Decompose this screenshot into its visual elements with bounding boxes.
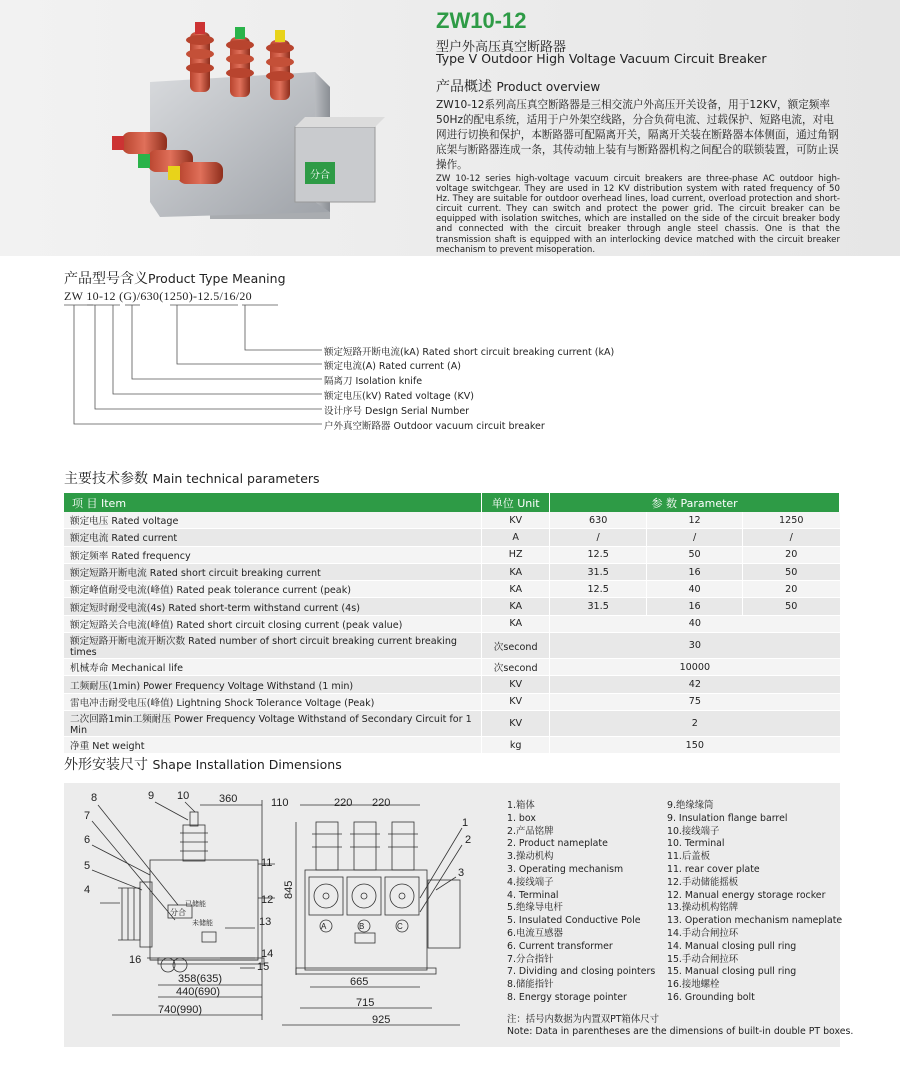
legend-item: 10.接线端子: [667, 825, 720, 837]
legend-item: 1. box: [507, 812, 536, 824]
legend-item: 10. Terminal: [667, 838, 725, 850]
callout-1: 1: [462, 817, 469, 829]
params-cell: 机械寿命 Mechanical life: [64, 659, 482, 676]
params-cell: 630: [550, 512, 647, 529]
legend-item: 16.接地螺栓: [667, 979, 720, 991]
params-cell: 2: [550, 710, 840, 736]
type-meaning-title-cn: 产品型号含义: [64, 271, 148, 287]
callout-14: 14: [261, 948, 274, 960]
dim-845: 845: [283, 880, 295, 899]
dim-360: 360: [219, 793, 238, 805]
label-unstored: 未储能: [192, 920, 213, 927]
subtitle-cn: 型户外高压真空断路器: [436, 40, 567, 55]
params-cell: 雷电冲击耐受电压(峰值) Lightning Shock Tolerance Voltage (Peak): [64, 693, 482, 710]
callout-10: 10: [177, 790, 190, 802]
dimensions-title-en: Shape Installation Dimensions: [152, 757, 342, 772]
dim-740: 740(990): [158, 1004, 203, 1016]
type-code: ZW 10-12 (G)/630(1250)-12.5/16/20: [64, 289, 252, 303]
params-cell: KV: [482, 693, 550, 710]
legend-item: 13.操动机构铭牌: [667, 902, 739, 914]
params-cell: 12: [647, 512, 743, 529]
params-cell: HZ: [482, 546, 550, 563]
callout-2: 2: [465, 834, 472, 846]
header-parameter: 参 数 Parameter: [550, 493, 840, 512]
params-cell: 额定峰值耐受电流(峰值) Rated peak tolerance current (peak): [64, 581, 482, 598]
phase-c-label: C: [397, 922, 403, 931]
params-cell: kg: [482, 736, 550, 753]
params-title-en: Main technical parameters: [152, 471, 320, 486]
params-cell: 额定频率 Rated frequency: [64, 546, 482, 563]
callout-3: 3: [458, 867, 465, 879]
dimensions-note: [507, 1014, 853, 1038]
legend-item: 7. Dividing and closing pointers: [507, 966, 656, 978]
params-cell: 次second: [482, 659, 550, 676]
params-cell: 16: [647, 598, 743, 615]
callout-12: 12: [261, 894, 274, 906]
params-cell: 42: [550, 676, 840, 693]
legend-item: 12.手动储能摇板: [667, 876, 739, 888]
meaning-item: 额定电流(A) Rated current (A): [324, 361, 461, 372]
meaning-item: 隔离刀 Isolation knife: [324, 376, 423, 387]
params-cell: 12.5: [550, 546, 647, 563]
dim-220-b: 220: [372, 797, 391, 809]
callout-6: 6: [84, 834, 91, 846]
params-cell: KV: [482, 676, 550, 693]
callout-16: 16: [129, 954, 142, 966]
params-cell: 31.5: [550, 598, 647, 615]
params-cell: 40: [550, 615, 840, 632]
callout-13: 13: [259, 916, 272, 928]
legend-item: 15. Manual closing pull ring: [667, 966, 797, 978]
legend-item: 7.分合指针: [507, 953, 554, 965]
legend-item: 3. Operating mechanism: [507, 863, 624, 875]
params-cell: 20: [743, 546, 840, 563]
meaning-item: 户外真空断路器 Outdoor vacuum circuit breaker: [324, 421, 545, 432]
phase-a-label: A: [321, 922, 327, 931]
page-title: ZW10-12: [436, 8, 527, 33]
params-cell: 150: [550, 736, 840, 753]
legend-item: 3.操动机构: [507, 851, 554, 863]
meaning-item: 设计序号 DesIgn Serial Number: [324, 406, 470, 417]
type-meaning-title-en: Product Type Meaning: [148, 271, 286, 286]
params-cell: KA: [482, 581, 550, 598]
params-cell: 次second: [482, 633, 550, 659]
dim-665: 665: [350, 976, 369, 988]
params-cell: 额定短路开断电流 Rated short circuit breaking current: [64, 563, 482, 580]
legend-item: 9.绝缘缘筒: [667, 800, 714, 811]
params-cell: 31.5: [550, 563, 647, 580]
params-cell: 额定短路关合电流(峰值) Rated short circuit closing current (peak value): [64, 615, 482, 632]
legend-item: 14. Manual closing pull ring: [667, 940, 797, 952]
params-cell: 75: [550, 693, 840, 710]
legend-item: 5.绝缘导电杆: [507, 902, 563, 914]
description-cn: ZW10-12系列高压真空断路器是三相交流户外高压开关设备，用于12KV，额定频率50Hz的配电系统，适用于户外架空线路，分合负荷电流、过载保护、短路电流，对电网进行切换和保护，本断路器可配隔离开关，隔离开关装在断路器本体侧面，通过角钢底架与断路器连成一条，其传动轴上装有与断路器机构之间配合的联锁装置，可防止误操作。: [436, 99, 839, 171]
legend-item: 16. Grounding bolt: [667, 991, 755, 1003]
params-cell: 额定短时耐受电流(4s) Rated short-term withstand current (4s): [64, 598, 482, 615]
legend-item: 2.产品铭牌: [507, 825, 554, 837]
legend-item: 15.手动合闸拉环: [667, 953, 739, 965]
label-stored: 已储能: [185, 901, 206, 908]
callout-11: 11: [261, 857, 273, 869]
params-cell: /: [743, 529, 840, 546]
legend-item: 2. Product nameplate: [507, 838, 608, 850]
note-en: Note: Data in parentheses are the dimensions of built-in double PT boxes.: [507, 1026, 854, 1037]
params-cell: /: [550, 529, 647, 546]
legend-item: 9. Insulation flange barrel: [667, 812, 788, 824]
params-cell: 12.5: [550, 581, 647, 598]
legend-left: [507, 800, 655, 1005]
product-label: 分合: [310, 170, 330, 181]
legend-item: 5. Insulated Conductive Pole: [507, 915, 641, 927]
params-cell: KA: [482, 563, 550, 580]
params-cell: 50: [743, 598, 840, 615]
legend-item: 6. Current transformer: [507, 940, 613, 952]
legend-item: 1.箱体: [507, 800, 535, 811]
params-cell: 40: [647, 581, 743, 598]
params-cell: 二次回路1min工频耐压 Power Frequency Voltage Withstand of Secondary Circuit for 1 Min: [64, 710, 482, 736]
params-cell: KA: [482, 598, 550, 615]
legend-item: 12. Manual energy storage rocker: [667, 889, 826, 901]
dim-358: 358(635): [178, 973, 223, 985]
header-item: 项 目 Item: [64, 493, 482, 512]
params-cell: KA: [482, 615, 550, 632]
label-open-close: 分合: [170, 908, 186, 917]
header-unit: 单位 Unit: [482, 493, 550, 512]
dim-715: 715: [356, 997, 375, 1009]
dim-925: 925: [372, 1014, 391, 1026]
note-cn: 注：括号内数据为内置双PT箱体尺寸: [507, 1014, 660, 1025]
params-cell: KV: [482, 710, 550, 736]
legend-item: 6.电流互感器: [507, 927, 563, 939]
params-cell: 20: [743, 581, 840, 598]
params-cell: 工频耐压(1min) Power Frequency Voltage Withstand (1 min): [64, 676, 482, 693]
params-cell: 10000: [550, 659, 840, 676]
params-cell: 净重 Net weight: [64, 736, 482, 753]
callout-8: 8: [91, 792, 98, 804]
meaning-item: 额定电压(kV) Rated voltage (KV): [324, 391, 474, 402]
legend-item: 11. rear cover plate: [667, 863, 760, 875]
overview-en: Product overview: [496, 80, 601, 94]
legend-item: 8. Energy storage pointer: [507, 991, 627, 1003]
dim-440: 440(690): [176, 986, 221, 998]
params-cell: 50: [743, 563, 840, 580]
callout-9: 9: [148, 790, 155, 802]
params-cell: KV: [482, 512, 550, 529]
callout-4: 4: [84, 884, 91, 896]
meaning-item: 额定短路开断电流(kA) Rated short circuit breaking current (kA): [324, 347, 615, 358]
params-title-cn: 主要技术参数: [64, 471, 148, 487]
legend-item: 4.接线端子: [507, 876, 554, 888]
callout-5: 5: [84, 860, 91, 872]
callout-15: 15: [257, 961, 270, 973]
params-cell: 1250: [743, 512, 840, 529]
subtitle-en: Type V Outdoor High Voltage Vacuum Circuit Breaker: [436, 51, 767, 66]
params-cell: 16: [647, 563, 743, 580]
dim-220-a: 220: [334, 797, 353, 809]
params-cell: 额定电流 Rated current: [64, 529, 482, 546]
dim-110: 110: [271, 797, 289, 809]
params-cell: /: [647, 529, 743, 546]
legend-item: 8.储能指针: [507, 979, 554, 991]
phase-b-label: B: [359, 922, 365, 931]
params-cell: 50: [647, 546, 743, 563]
params-cell: 额定电压 Rated voltage: [64, 512, 482, 529]
description-en: ZW 10-12 series high-voltage vacuum circuit breakers are three-phase AC outdoor high-voltage switchgear. They are used in 12 KV distribution system with rated frequency of 50 Hz. They are suitable for outdoor overhead lines, load current, overload protection and short-circuit current. They can switch and protect the power grid. The circuit breaker can be equipped with isolation switches, which are installed on the side of the circuit breaker body and connected with the circuit breaker through angle steel chassis. One is that the transmission shaft is equipped with an interlocking device matched with the circuit breaker mechanism to prevent misoperation.: [436, 174, 840, 255]
legend-item: 11.后盖板: [667, 851, 711, 863]
params-cell: 30: [550, 633, 840, 659]
dimensions-title-cn: 外形安装尺寸: [64, 757, 148, 773]
legend-item: 14.手动合闸拉环: [667, 927, 739, 939]
callout-7: 7: [84, 810, 91, 822]
params-cell: A: [482, 529, 550, 546]
legend-right: [667, 800, 842, 1005]
params-cell: 额定短路开断电流开断次数 Rated number of short circuit breaking current breaking times: [64, 633, 482, 659]
legend-item: 4. Terminal: [507, 889, 559, 901]
overview-cn: 产品概述: [436, 79, 492, 95]
legend-item: 13. Operation mechanism nameplate: [667, 915, 843, 927]
